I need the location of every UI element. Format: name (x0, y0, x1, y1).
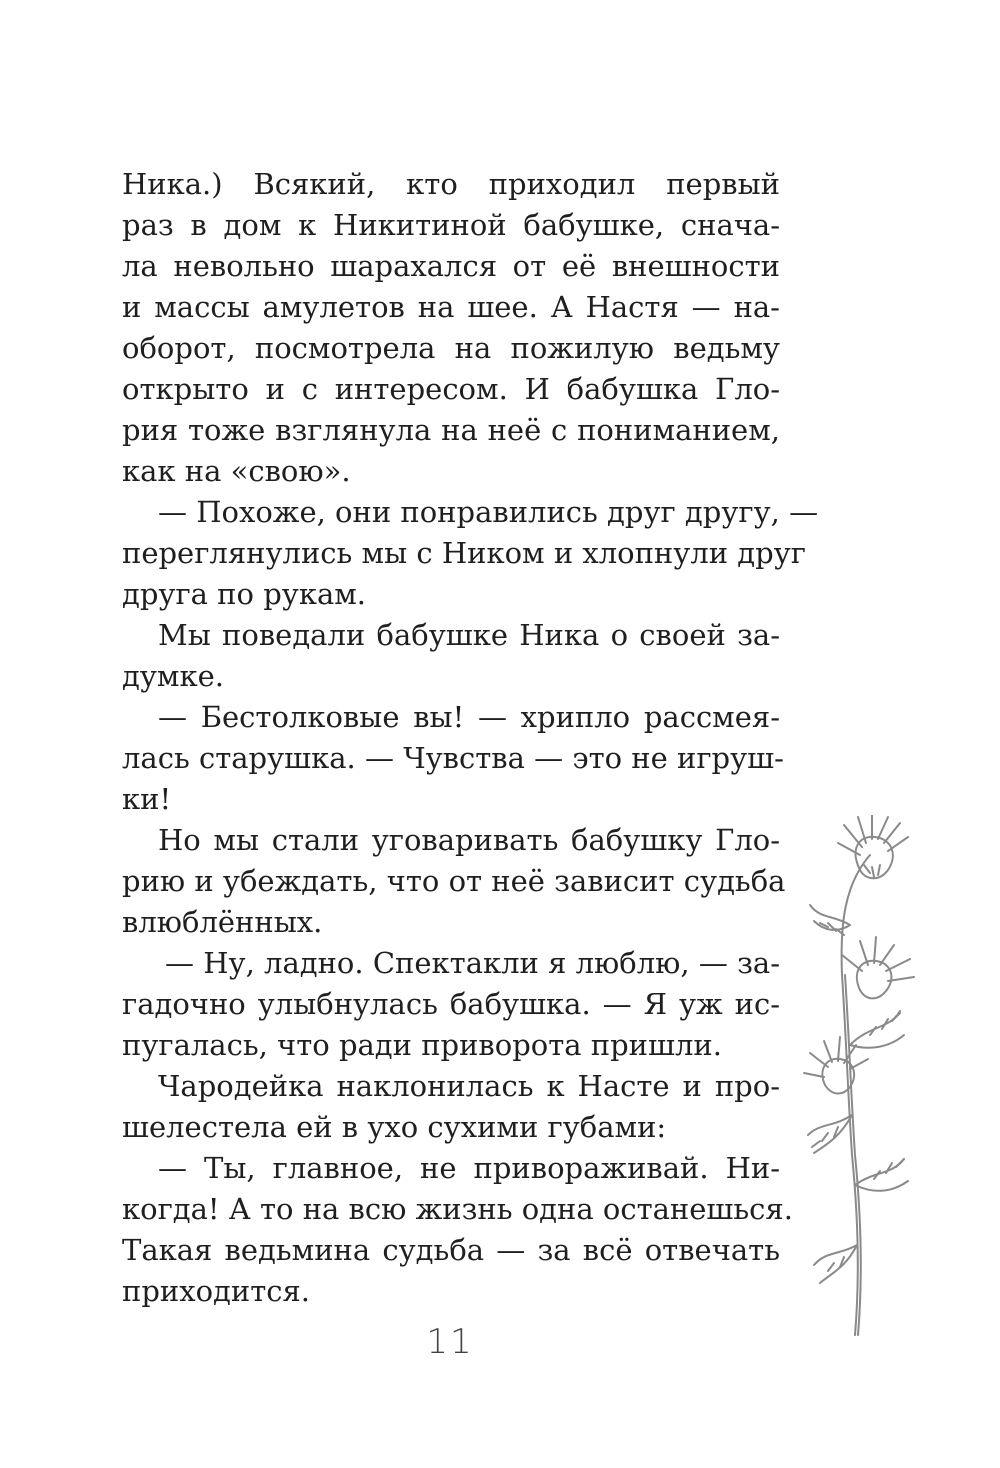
text-line: рия тоже взглянула на неё с пониманием, (122, 413, 780, 447)
thistle-icon (800, 815, 950, 1345)
text-line: — Ты, главное, не привораживай. Ни- (158, 1151, 780, 1185)
text-line: приходится. (122, 1274, 311, 1308)
text-line: гадочно улыбнулась бабушка. — Я уж ис- (122, 987, 780, 1021)
text-line: когда! А то на всю жизнь одна останешься. (122, 1192, 793, 1226)
text-line: лась старушка. — Чувства — это не игруш- (122, 741, 784, 775)
text-line: рию и убеждать, что от неё зависит судьба (122, 864, 786, 898)
text-line: шелестела ей в ухо сухими губами: (122, 1110, 667, 1144)
text-line: — Ну, ладно. Спектакли я люблю, — за- (165, 946, 780, 980)
text-line: Мы поведали бабушке Ника о своей за- (158, 618, 780, 652)
text-line: — Похоже, они понравились друг другу, — (158, 495, 819, 529)
text-line: переглянулись мы с Ником и хлопнули друг (122, 536, 806, 570)
text-line: раз в дом к Никитиной бабушке, снача- (122, 208, 780, 242)
text-line: влюблённых. (122, 905, 323, 939)
text-line: друга по рукам. (122, 577, 367, 611)
text-line: Но мы стали уговаривать бабушку Гло- (158, 823, 780, 857)
text-line: думке. (122, 659, 224, 693)
text-line: открыто и с интересом. И бабушка Гло- (122, 372, 780, 406)
text-line: — Бестолковые вы! — хрипло рассмея- (158, 700, 780, 734)
text-line: Чародейка наклонилась к Насте и про- (158, 1069, 780, 1103)
text-line: ла невольно шарахался от её внешности (122, 249, 780, 283)
text-line: пугалась, что ради приворота пришли. (122, 1028, 722, 1062)
text-line: Ника.) Всякий, кто приходил первый (122, 167, 780, 201)
text-line: и массы амулетов на шее. А Настя — на- (122, 290, 780, 324)
text-line: ки! (122, 782, 172, 816)
text-line: как на «свою». (122, 454, 351, 488)
text-line: Такая ведьмина судьба — за всё отвечать (122, 1233, 780, 1267)
page-number: 11 (426, 1322, 474, 1362)
text-line: оборот, посмотрела на пожилую ведьму (122, 331, 780, 365)
